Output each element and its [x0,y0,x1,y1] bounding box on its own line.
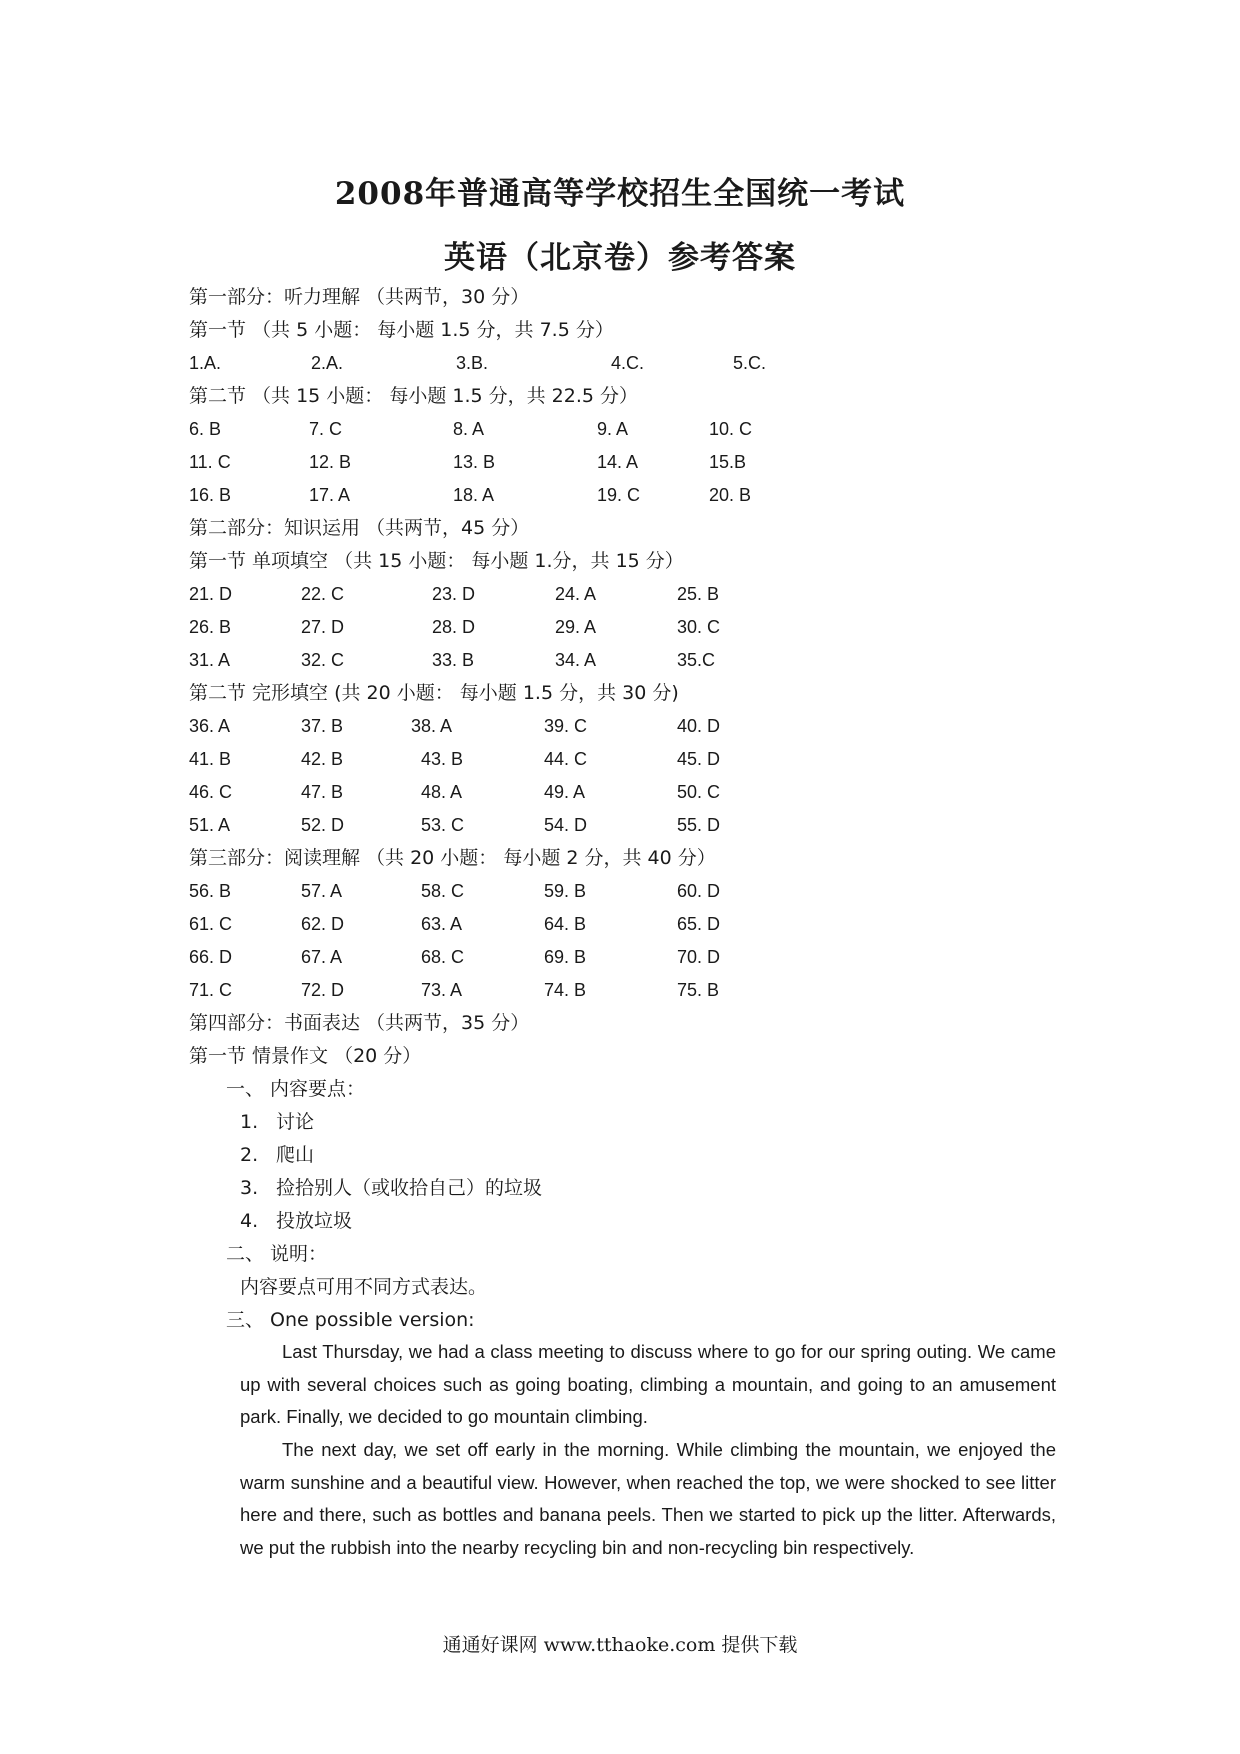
part4-section1-heading: 第一节 情景作文 （20 分） [189,1045,422,1067]
answer-cell: 25. B [677,584,720,604]
answer-cell: 9. A [597,419,629,439]
part4-heading: 第四部分：书面表达 （共两节，35 分） [189,1012,530,1034]
answer-row-p3-2 [0,912,1240,936]
sample-paragraph-1: Last Thursday, we had a class meeting to discuss where to go for our spring outing. We came up with several choices such as going boating, climbing a mountain, and going to an amusement park. Finally, we decided to go mountain climbing. [240,1341,1056,1427]
answer-cell: 1.A. [189,353,222,373]
answer-cell: 41. B [189,749,232,769]
answer-cell: 38. A [411,716,453,736]
answer-cell: 60. D [677,881,721,901]
answer-cell: 6. B [189,419,222,439]
answer-cell: 73. A [421,980,463,1000]
point-number: 2. [240,1144,259,1166]
point-text: 捡拾别人（或收拾自己）的垃圾 [276,1177,543,1199]
answer-cell: 52. D [301,815,345,835]
answer-cell: 19. C [597,485,641,505]
answer-cell: 26. B [189,617,232,637]
answer-cell: 20. B [709,485,752,505]
answer-cell: 64. B [544,914,587,934]
answer-cell: 39. C [544,716,588,736]
answer-cell: 70. D [677,947,721,967]
answer-row-p3-4 [0,978,1240,1002]
answer-cell: 67. A [301,947,343,967]
answer-cell: 66. D [189,947,233,967]
answer-row-p1s2-2 [0,450,1240,474]
answer-cell: 45. D [677,749,721,769]
answer-cell: 22. C [301,584,345,604]
answer-cell: 5.C. [733,353,767,373]
answer-cell: 3.B. [456,353,489,373]
answer-cell: 35.C [677,650,716,670]
answer-cell: 50. C [677,782,721,802]
point-number: 3. [240,1177,259,1199]
answer-cell: 69. B [544,947,587,967]
answer-cell: 47. B [301,782,344,802]
point-number: 4. [240,1210,259,1232]
answer-cell: 75. B [677,980,720,1000]
answer-cell: 23. D [432,584,476,604]
answer-cell: 56. B [189,881,232,901]
answer-cell: 58. C [421,881,465,901]
answer-cell: 24. A [555,584,597,604]
answer-cell: 14. A [597,452,639,472]
answer-row-p3-1 [0,879,1240,903]
point-number: 1. [240,1111,259,1133]
answer-cell: 65. D [677,914,721,934]
answer-row-p1s1-1 [0,351,1240,375]
answer-cell: 74. B [544,980,587,1000]
answer-cell: 36. A [189,716,231,736]
answer-cell: 10. C [709,419,753,439]
exam-subtitle: 英语（北京卷）参考答案 [444,240,796,276]
part1-heading: 第一部分：听力理解 （共两节，30 分） [189,286,530,308]
answer-row-p2s2-3 [0,780,1240,804]
answer-cell: 7. C [309,419,343,439]
answer-row-p3-3 [0,945,1240,969]
answer-cell: 68. C [421,947,465,967]
answer-cell: 53. C [421,815,465,835]
exam-title: 2008年普通高等学校招生全国统一考试 [334,176,906,212]
answer-cell: 71. C [189,980,233,1000]
answer-row-p1s2-3 [0,483,1240,507]
point-text: 讨论 [276,1111,315,1133]
answer-cell: 44. C [544,749,588,769]
content-points-label: 一、 内容要点： [226,1078,366,1100]
part2-section2-heading: 第二节 完形填空 (共 20 小题： 每小题 1.5 分，共 30 分) [189,682,679,704]
answer-row-p2s1-2 [0,615,1240,639]
part1-section1-heading: 第一节 （共 5 小题： 每小题 1.5 分，共 7.5 分） [189,319,614,341]
note-text: 内容要点可用不同方式表达。 [240,1276,488,1298]
answer-row-p2s1-3 [0,648,1240,672]
sample-paragraph-2: The next day, we set off early in the morning. While climbing the mountain, we enjoyed the warm sunshine and a beautiful view. However, when reached the top, we were shocked to see litter here and there, such as bottles and banana peels. Then we started to pick up the litter. Afterwards, we put the rubbish into the nearby recycling bin and non-recycling bin respectively. [240,1439,1056,1558]
answer-cell: 17. A [309,485,351,505]
answer-cell: 40. D [677,716,721,736]
answer-cell: 55. D [677,815,721,835]
answer-cell: 18. A [453,485,495,505]
answer-cell: 62. D [301,914,345,934]
answer-cell: 72. D [301,980,345,1000]
answer-row-p2s2-2 [0,747,1240,771]
answer-cell: 11. C [189,452,231,472]
answer-row-p2s2-4 [0,813,1240,837]
part2-section1-heading: 第一节 单项填空 （共 15 小题： 每小题 1.分，共 15 分） [189,550,684,572]
answer-cell: 29. A [555,617,597,637]
answer-cell: 34. A [555,650,597,670]
point-text: 投放垃圾 [276,1210,353,1232]
answer-cell: 21. D [189,584,233,604]
answer-cell: 33. B [432,650,475,670]
part1-section2-heading: 第二节 （共 15 小题： 每小题 1.5 分，共 22.5 分） [189,385,639,407]
answer-cell: 31. A [189,650,231,670]
answer-cell: 49. A [544,782,586,802]
answer-row-p1s2-1 [0,417,1240,441]
answer-cell: 2.A. [311,353,344,373]
answer-cell: 46. C [189,782,233,802]
answer-cell: 13. B [453,452,496,472]
answer-cell: 57. A [301,881,343,901]
answer-cell: 16. B [189,485,232,505]
answer-cell: 30. C [677,617,721,637]
answer-cell: 61. C [189,914,233,934]
answer-cell: 15.B [709,452,747,472]
answer-cell: 37. B [301,716,344,736]
sample-version-label: 三、 One possible version: [226,1309,475,1331]
part2-heading: 第二部分：知识运用 （共两节，45 分） [189,517,530,539]
answer-cell: 43. B [421,749,464,769]
answer-row-p2s2-1 [0,714,1240,738]
point-text: 爬山 [276,1144,315,1166]
answer-cell: 54. D [544,815,588,835]
answer-cell: 51. A [189,815,231,835]
answer-cell: 12. B [309,452,352,472]
note-label: 二、 说明： [226,1243,328,1265]
answer-cell: 27. D [301,617,345,637]
answer-row-p2s1-1 [0,582,1240,606]
answer-cell: 8. A [453,419,485,439]
answer-cell: 28. D [432,617,476,637]
answer-cell: 48. A [421,782,463,802]
answer-cell: 4.C. [611,353,645,373]
answer-cell: 32. C [301,650,345,670]
answer-cell: 59. B [544,881,587,901]
answer-cell: 42. B [301,749,344,769]
answer-cell: 63. A [421,914,463,934]
page-footer: 通通好课网 www.tthaoke.com 提供下载 [442,1634,798,1656]
part3-heading: 第三部分：阅读理解 （共 20 小题： 每小题 2 分，共 40 分） [189,847,716,869]
